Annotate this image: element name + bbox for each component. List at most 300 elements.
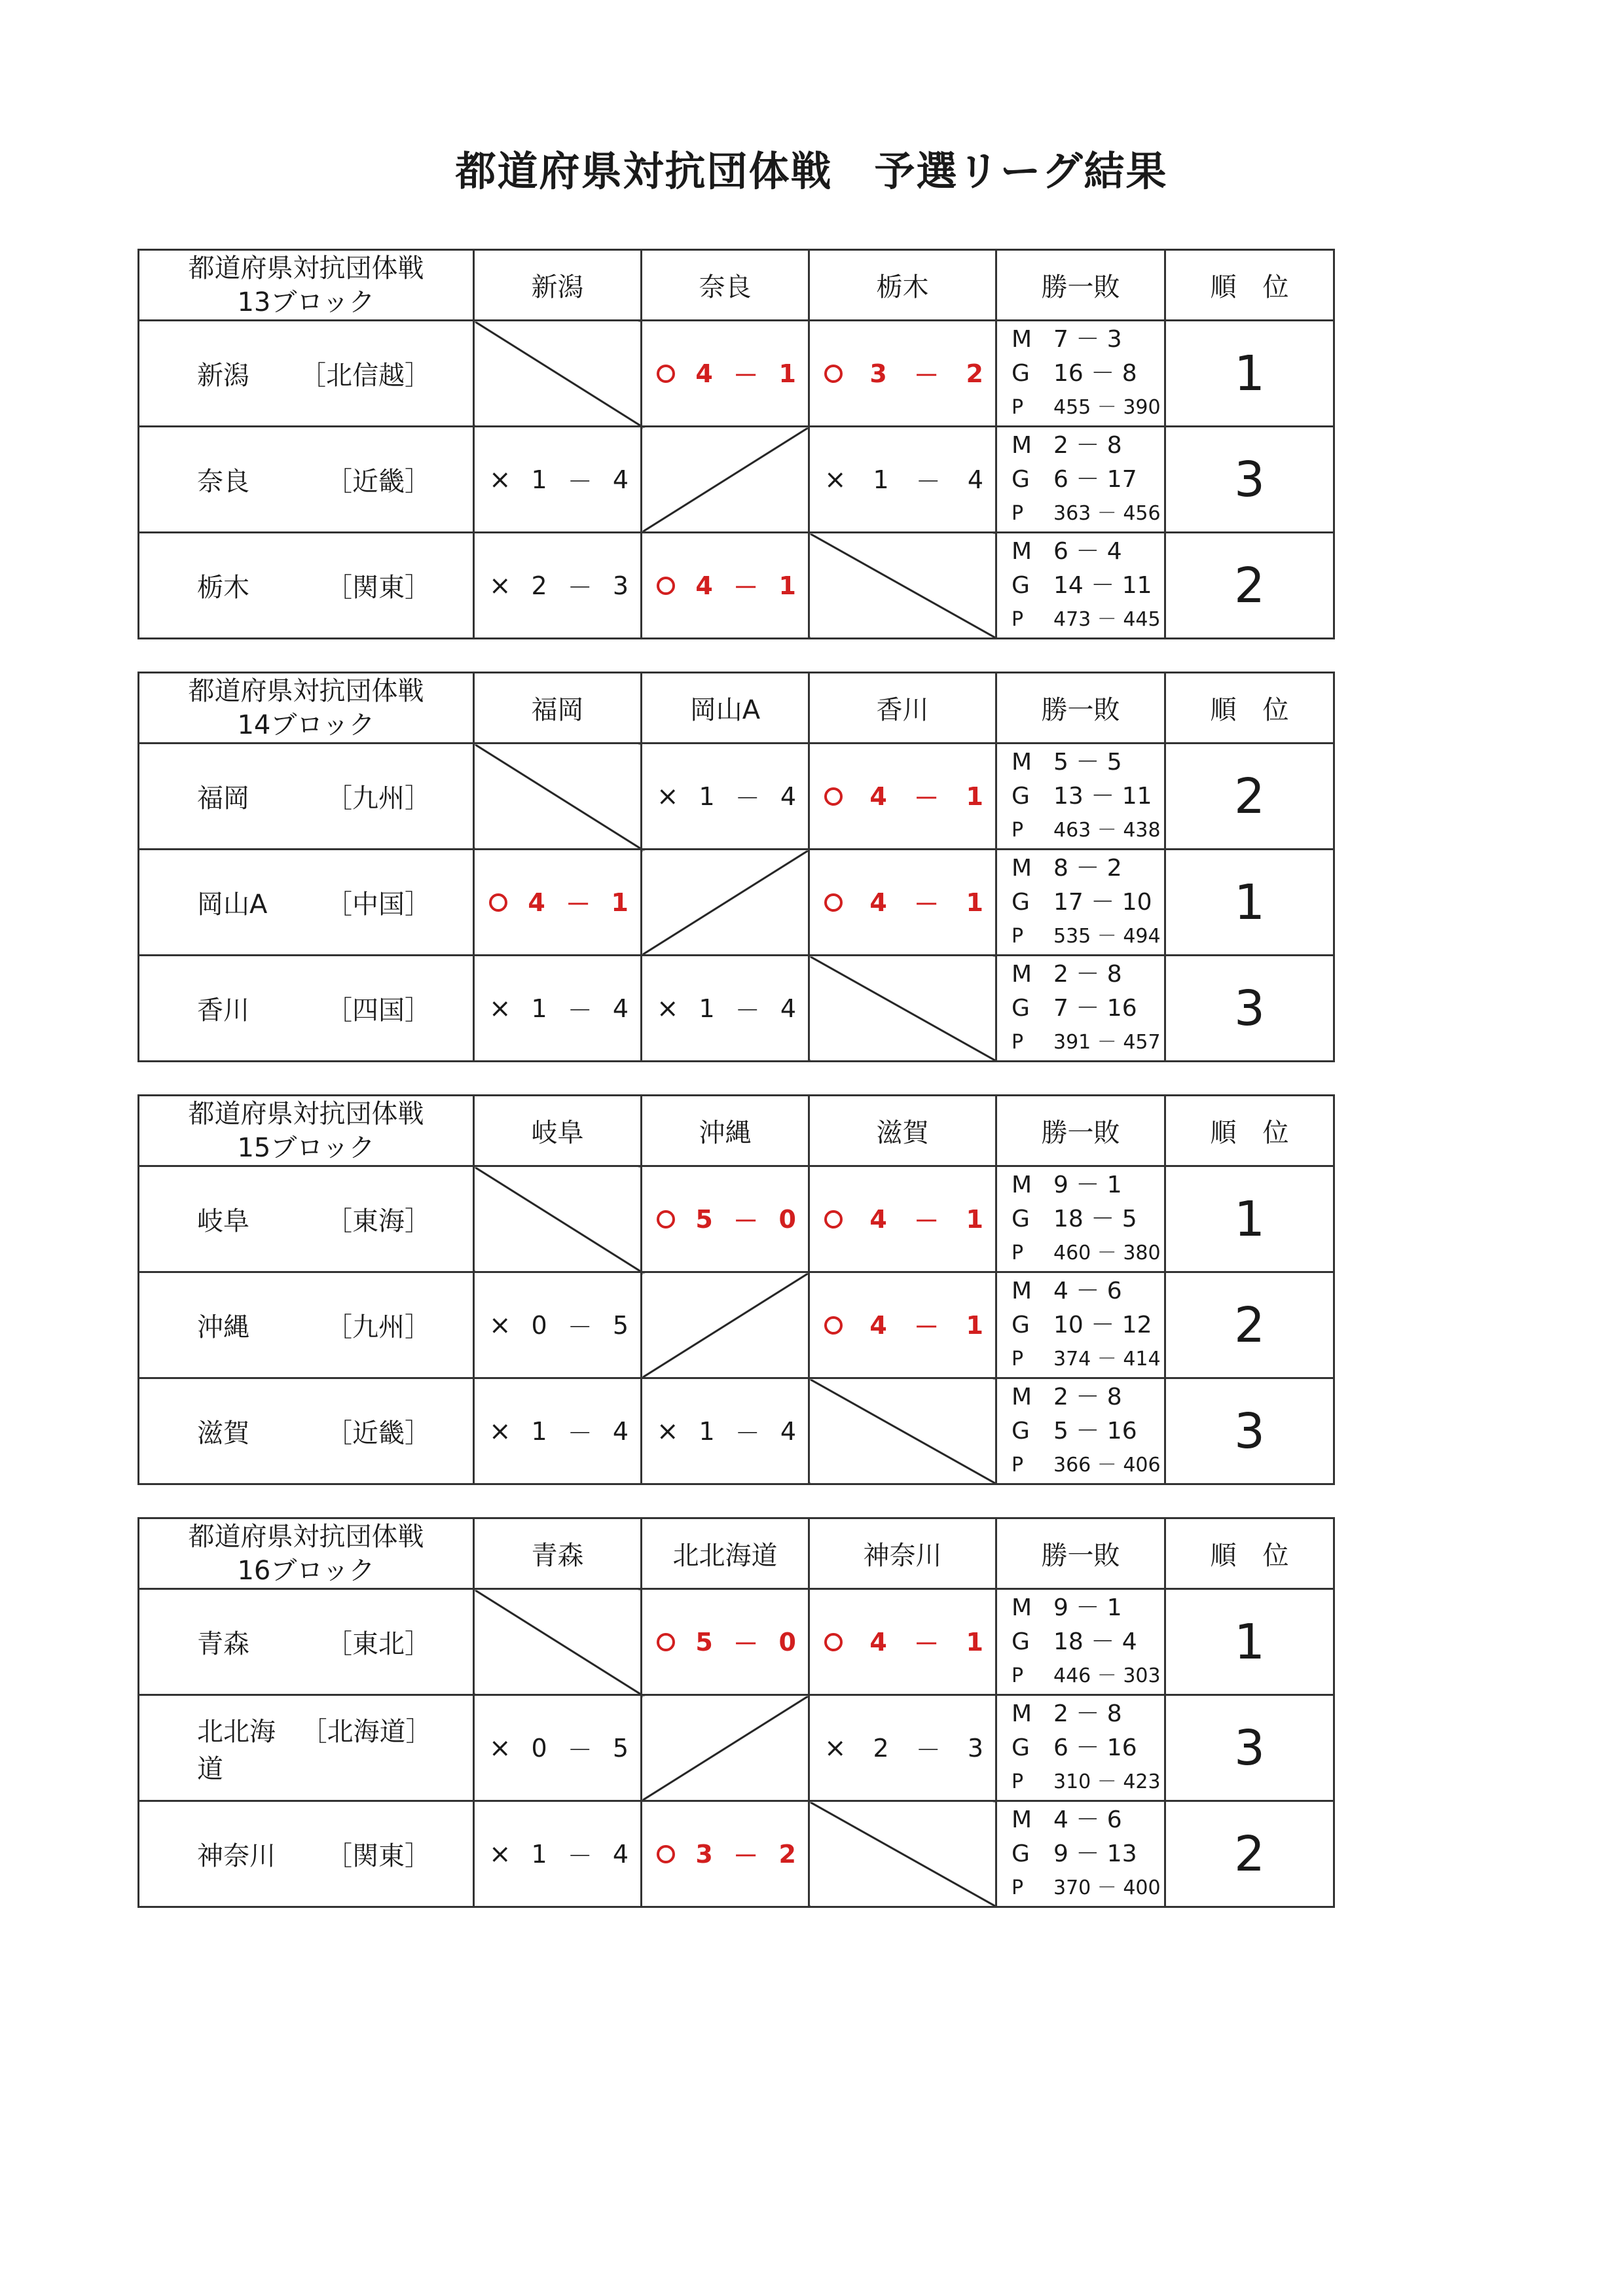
- record-line-g: [997, 1308, 1164, 1342]
- team-region: ［北信越］: [300, 361, 431, 391]
- rank-cell: 3: [1165, 956, 1334, 1062]
- score-left: 4: [869, 1627, 887, 1657]
- team-cell: [139, 533, 474, 639]
- team-region: ［九州］: [326, 1312, 431, 1342]
- record-key: M: [1012, 1171, 1032, 1198]
- record-line-m: [997, 852, 1164, 886]
- team-label: [139, 567, 473, 604]
- win-circle-icon: [657, 1210, 675, 1229]
- team-label: [139, 355, 473, 392]
- record-line-m: [997, 1274, 1164, 1308]
- record-key: M: [1012, 431, 1032, 459]
- record-key: M: [1012, 1383, 1032, 1410]
- team-cell: [139, 744, 474, 850]
- score-left: 4: [695, 359, 713, 388]
- column-team-header: 北北海道: [642, 1518, 809, 1589]
- record-value: 446 － 303: [1053, 1664, 1161, 1687]
- self-match-cell: [809, 956, 996, 1062]
- score-left: 3: [869, 359, 887, 388]
- team-row: [139, 533, 1334, 639]
- score-right: 4: [612, 1839, 629, 1869]
- rank-cell: 1: [1165, 850, 1334, 956]
- score-right: 1: [611, 888, 629, 917]
- team-name: 北北海道: [197, 1716, 276, 1784]
- record-key: G: [1012, 1417, 1030, 1444]
- block-name-line1: 都道府県対抗団体戦: [188, 675, 424, 706]
- score-dash: －: [735, 996, 760, 1025]
- record-key: G: [1012, 1311, 1030, 1338]
- rank-cell: 2: [1165, 533, 1334, 639]
- record-key: G: [1012, 782, 1030, 810]
- win-circle-icon: [657, 577, 675, 595]
- team-row: [139, 427, 1334, 533]
- record-line-g: [997, 1625, 1164, 1659]
- score-left: 1: [699, 994, 715, 1023]
- record-line-p: [997, 1026, 1164, 1060]
- league-table: [137, 1094, 1335, 1485]
- match-result-content: [642, 778, 808, 814]
- team-name: 滋賀: [197, 1418, 249, 1448]
- record-value: 5 － 5: [1053, 748, 1122, 776]
- match-result: [474, 1801, 642, 1907]
- record-line-g: [997, 1837, 1164, 1871]
- team-label: [139, 1412, 473, 1450]
- page-title: 都道府県対抗団体戦 予選リーグ結果: [455, 147, 1168, 195]
- score-left: 2: [531, 571, 547, 600]
- record-line-g: [997, 357, 1164, 391]
- team-row: [139, 1166, 1334, 1272]
- score-left: 1: [531, 465, 547, 494]
- team-row: [139, 956, 1334, 1062]
- record-key: G: [1012, 1840, 1030, 1867]
- record-line-g: [997, 780, 1164, 814]
- record-header: 勝一敗: [996, 673, 1165, 744]
- score-left: 1: [531, 1839, 547, 1869]
- record-value: 6 － 16: [1053, 1734, 1137, 1761]
- team-name: 岡山A: [197, 889, 268, 920]
- column-team-header: 滋賀: [809, 1096, 996, 1166]
- match-result-content: [475, 1413, 640, 1449]
- score-left: 0: [531, 1733, 547, 1763]
- loss-x-icon: ×: [824, 1732, 847, 1763]
- record-value: 6 － 4: [1053, 537, 1122, 565]
- record-line-m: [997, 1168, 1164, 1202]
- team-row: [139, 1378, 1334, 1484]
- record-cell: [996, 850, 1165, 956]
- match-result: [809, 427, 996, 533]
- rank-header: 順 位: [1165, 1518, 1334, 1589]
- record-key: P: [1012, 1453, 1024, 1477]
- team-cell: [139, 1801, 474, 1907]
- record-cell: [996, 533, 1165, 639]
- loss-x-icon: ×: [657, 781, 679, 812]
- column-team-header: 岐阜: [474, 1096, 642, 1166]
- score-right: 1: [966, 1204, 983, 1234]
- record-value: 4 － 6: [1053, 1806, 1122, 1833]
- match-result: [474, 1272, 642, 1378]
- rank-cell: 1: [1165, 1589, 1334, 1695]
- loss-x-icon: ×: [489, 570, 511, 601]
- match-result: [809, 1695, 996, 1801]
- team-label: [139, 1623, 473, 1660]
- record-value: 473 － 445: [1053, 607, 1161, 631]
- record-cell: [996, 427, 1165, 533]
- team-region: ［四国］: [326, 996, 431, 1026]
- team-row: [139, 1589, 1334, 1695]
- record-line-g: [997, 1731, 1164, 1765]
- record-key: G: [1012, 571, 1030, 599]
- team-name: 奈良: [197, 467, 249, 497]
- record-value: 5 － 16: [1053, 1417, 1137, 1444]
- team-cell: [139, 1589, 474, 1695]
- record-value: 2 － 8: [1053, 1700, 1122, 1727]
- score-right: 4: [967, 465, 983, 494]
- match-result-content: [642, 355, 808, 391]
- record-value: 460 － 380: [1053, 1241, 1161, 1265]
- record-value: 4 － 6: [1053, 1277, 1122, 1304]
- loss-x-icon: ×: [489, 464, 511, 495]
- record-value: 366 － 406: [1053, 1453, 1161, 1477]
- team-name: 福岡: [197, 783, 249, 814]
- record-value: 310 － 423: [1053, 1770, 1161, 1793]
- record-value: 16 － 8: [1053, 359, 1137, 387]
- record-line-m: [997, 429, 1164, 463]
- team-cell: [139, 1272, 474, 1378]
- team-region: ［九州］: [326, 783, 431, 814]
- team-row: [139, 744, 1334, 850]
- record-line-p: [997, 497, 1164, 531]
- record-key: P: [1012, 501, 1024, 525]
- score-left: 0: [531, 1310, 547, 1340]
- win-circle-icon: [657, 1845, 675, 1863]
- match-result: [642, 1166, 809, 1272]
- record-line-p: [997, 1236, 1164, 1270]
- record-value: 363 － 456: [1053, 501, 1161, 525]
- score-right: 4: [780, 781, 796, 811]
- score-dash: －: [914, 1630, 939, 1659]
- score-left: 4: [869, 888, 887, 917]
- match-result-content: [642, 990, 808, 1026]
- score-right: 1: [966, 1310, 983, 1340]
- column-team-header: 岡山A: [642, 673, 809, 744]
- record-value: 9 － 1: [1053, 1171, 1122, 1198]
- team-name: 新潟: [197, 361, 249, 391]
- match-result: [474, 956, 642, 1062]
- rank-cell: 2: [1165, 1272, 1334, 1378]
- self-match-cell: [642, 850, 809, 956]
- record-value: 18 － 5: [1053, 1205, 1137, 1232]
- team-row: [139, 1801, 1334, 1907]
- score-dash: －: [914, 1207, 939, 1236]
- block-name-line1: 都道府県対抗団体戦: [188, 253, 424, 283]
- score-right: 4: [612, 465, 629, 494]
- win-circle-icon: [824, 787, 843, 806]
- record-value: 17 － 10: [1053, 888, 1152, 916]
- match-result-content: [810, 884, 995, 920]
- record-value: 9 － 13: [1053, 1840, 1137, 1867]
- match-result-content: [642, 1413, 808, 1449]
- score-left: 1: [531, 994, 547, 1023]
- match-result: [809, 744, 996, 850]
- record-line-m: [997, 1697, 1164, 1731]
- match-result-content: [475, 1307, 640, 1343]
- match-result: [474, 533, 642, 639]
- team-name: 沖縄: [197, 1312, 249, 1342]
- record-header: 勝一敗: [996, 1096, 1165, 1166]
- loss-x-icon: ×: [489, 1732, 511, 1763]
- record-value: 2 － 8: [1053, 1383, 1122, 1410]
- record-cell: [996, 1695, 1165, 1801]
- record-cell: [996, 321, 1165, 427]
- block-name-line2: 15ブロック: [237, 1132, 375, 1163]
- score-dash: －: [915, 467, 941, 496]
- match-result-content: [810, 1201, 995, 1237]
- team-cell: [139, 1695, 474, 1801]
- score-dash: －: [733, 361, 759, 390]
- score-right: 1: [966, 888, 983, 917]
- score-dash: －: [567, 1419, 593, 1448]
- loss-x-icon: ×: [489, 1416, 511, 1446]
- team-label: [139, 1306, 473, 1344]
- record-header: 勝一敗: [996, 250, 1165, 321]
- record-line-p: [997, 1659, 1164, 1693]
- record-key: M: [1012, 1277, 1032, 1304]
- record-key: M: [1012, 537, 1032, 565]
- match-result: [809, 321, 996, 427]
- team-row: [139, 1695, 1334, 1801]
- score-left: 5: [695, 1627, 713, 1657]
- league-table: [137, 249, 1335, 639]
- win-circle-icon: [489, 893, 507, 912]
- record-key: P: [1012, 1664, 1024, 1687]
- rank-cell: 3: [1165, 1695, 1334, 1801]
- record-key: G: [1012, 465, 1030, 493]
- team-label: [139, 1200, 473, 1238]
- record-value: 2 － 8: [1053, 431, 1122, 459]
- record-value: 455 － 390: [1053, 395, 1161, 419]
- record-line-g: [997, 463, 1164, 497]
- record-cell: [996, 1166, 1165, 1272]
- record-line-p: [997, 814, 1164, 848]
- team-region: ［近畿］: [326, 467, 431, 497]
- record-line-p: [997, 920, 1164, 954]
- win-circle-icon: [824, 1210, 843, 1229]
- self-match-cell: [642, 1695, 809, 1801]
- team-row: [139, 850, 1334, 956]
- score-dash: －: [567, 467, 593, 496]
- score-dash: －: [567, 996, 593, 1025]
- rank-cell: 2: [1165, 1801, 1334, 1907]
- match-result-content: [642, 567, 808, 603]
- record-line-g: [997, 1414, 1164, 1448]
- match-result: [642, 744, 809, 850]
- win-circle-icon: [657, 365, 675, 383]
- score-left: 2: [873, 1733, 889, 1763]
- team-cell: [139, 1378, 474, 1484]
- team-label: [139, 778, 473, 815]
- record-line-p: [997, 1871, 1164, 1905]
- block-name-line1: 都道府県対抗団体戦: [188, 1521, 424, 1552]
- match-result-content: [475, 461, 640, 497]
- score-dash: －: [567, 1842, 593, 1871]
- score-right: 0: [778, 1627, 796, 1657]
- record-cell: [996, 1589, 1165, 1695]
- record-line-g: [997, 992, 1164, 1026]
- self-match-cell: [642, 1272, 809, 1378]
- score-right: 2: [778, 1839, 796, 1869]
- match-result-content: [810, 1730, 995, 1766]
- record-cell: [996, 956, 1165, 1062]
- block-name: [139, 250, 474, 321]
- record-line-p: [997, 603, 1164, 637]
- record-key: G: [1012, 888, 1030, 916]
- win-circle-icon: [824, 1316, 843, 1335]
- column-team-header: 沖縄: [642, 1096, 809, 1166]
- record-line-g: [997, 886, 1164, 920]
- win-circle-icon: [657, 1633, 675, 1651]
- team-label: [139, 884, 473, 921]
- record-value: 374 － 414: [1053, 1347, 1161, 1371]
- self-match-cell: [474, 1589, 642, 1695]
- match-result: [809, 1589, 996, 1695]
- record-cell: [996, 1378, 1165, 1484]
- record-cell: [996, 744, 1165, 850]
- record-key: G: [1012, 1734, 1030, 1761]
- record-key: G: [1012, 994, 1030, 1022]
- record-key: P: [1012, 1241, 1024, 1265]
- column-team-header: 香川: [809, 673, 996, 744]
- team-cell: [139, 321, 474, 427]
- score-dash: －: [914, 361, 939, 390]
- loss-x-icon: ×: [489, 1310, 511, 1340]
- score-right: 1: [966, 781, 983, 811]
- self-match-cell: [642, 427, 809, 533]
- score-dash: －: [566, 890, 591, 919]
- header-row: [139, 1096, 1334, 1166]
- record-value: 13 － 11: [1053, 782, 1152, 810]
- rank-header: 順 位: [1165, 250, 1334, 321]
- team-row: [139, 1272, 1334, 1378]
- win-circle-icon: [824, 365, 843, 383]
- match-result-content: [475, 1836, 640, 1872]
- record-value: 463 － 438: [1053, 818, 1161, 842]
- record-key: M: [1012, 960, 1032, 988]
- match-result-content: [810, 461, 995, 497]
- rank-cell: 1: [1165, 1166, 1334, 1272]
- record-key: M: [1012, 1700, 1032, 1727]
- record-key: P: [1012, 607, 1024, 631]
- record-line-m: [997, 1380, 1164, 1414]
- loss-x-icon: ×: [657, 1416, 679, 1446]
- score-left: 1: [531, 1416, 547, 1446]
- match-result-content: [642, 1201, 808, 1237]
- record-line-p: [997, 1765, 1164, 1799]
- score-dash: －: [915, 1736, 941, 1765]
- record-key: M: [1012, 854, 1032, 882]
- score-right: 1: [778, 359, 796, 388]
- score-dash: －: [914, 890, 939, 919]
- self-match-cell: [809, 1378, 996, 1484]
- record-value: 535 － 494: [1053, 924, 1161, 948]
- score-dash: －: [735, 1419, 760, 1448]
- score-left: 1: [873, 465, 889, 494]
- match-result-content: [642, 1836, 808, 1872]
- record-key: P: [1012, 818, 1024, 842]
- record-line-g: [997, 569, 1164, 603]
- match-result: [642, 1801, 809, 1907]
- block-name: [139, 673, 474, 744]
- score-dash: －: [735, 784, 760, 813]
- record-value: 8 － 2: [1053, 854, 1122, 882]
- score-right: 5: [612, 1310, 629, 1340]
- record-key: P: [1012, 924, 1024, 948]
- header-row: [139, 1518, 1334, 1589]
- team-label: [139, 990, 473, 1027]
- team-label: [139, 1835, 473, 1873]
- self-match-cell: [809, 1801, 996, 1907]
- team-region: ［関東］: [326, 573, 431, 603]
- record-key: P: [1012, 1030, 1024, 1054]
- rank-header: 順 位: [1165, 1096, 1334, 1166]
- record-cell: [996, 1272, 1165, 1378]
- loss-x-icon: ×: [824, 464, 847, 495]
- team-name: 青森: [197, 1629, 249, 1659]
- score-dash: －: [733, 1842, 759, 1871]
- match-result: [642, 533, 809, 639]
- score-left: 1: [699, 781, 715, 811]
- team-name: 岐阜: [197, 1206, 249, 1236]
- score-left: 3: [695, 1839, 713, 1869]
- team-label: [139, 461, 473, 498]
- block-name-line2: 13ブロック: [237, 287, 375, 317]
- match-result: [809, 850, 996, 956]
- column-team-header: 福岡: [474, 673, 642, 744]
- record-value: 14 － 11: [1053, 571, 1152, 599]
- record-value: 6 － 17: [1053, 465, 1137, 493]
- team-cell: [139, 850, 474, 956]
- match-result-content: [810, 778, 995, 814]
- team-region: ［中国］: [326, 889, 431, 920]
- score-dash: －: [733, 1630, 759, 1659]
- match-result-content: [810, 1307, 995, 1343]
- record-cell: [996, 1801, 1165, 1907]
- league-table: [137, 1517, 1335, 1908]
- match-result-content: [810, 355, 995, 391]
- match-result: [642, 321, 809, 427]
- score-left: 4: [695, 571, 713, 600]
- team-region: ［北海道］: [301, 1716, 432, 1747]
- rank-cell: 2: [1165, 744, 1334, 850]
- record-line-m: [997, 535, 1164, 569]
- record-value: 7 － 16: [1053, 994, 1137, 1022]
- rank-header: 順 位: [1165, 673, 1334, 744]
- team-label: [139, 1711, 473, 1785]
- match-result: [642, 1378, 809, 1484]
- score-dash: －: [914, 784, 939, 813]
- loss-x-icon: ×: [657, 993, 679, 1024]
- record-line-m: [997, 745, 1164, 780]
- match-result-content: [810, 1624, 995, 1660]
- score-dash: －: [733, 1207, 759, 1236]
- record-value: 10 － 12: [1053, 1311, 1152, 1338]
- record-line-m: [997, 323, 1164, 357]
- score-right: 2: [966, 359, 983, 388]
- score-right: 3: [967, 1733, 983, 1763]
- score-right: 4: [780, 994, 796, 1023]
- team-cell: [139, 1166, 474, 1272]
- score-left: 4: [869, 1310, 887, 1340]
- match-result: [474, 1695, 642, 1801]
